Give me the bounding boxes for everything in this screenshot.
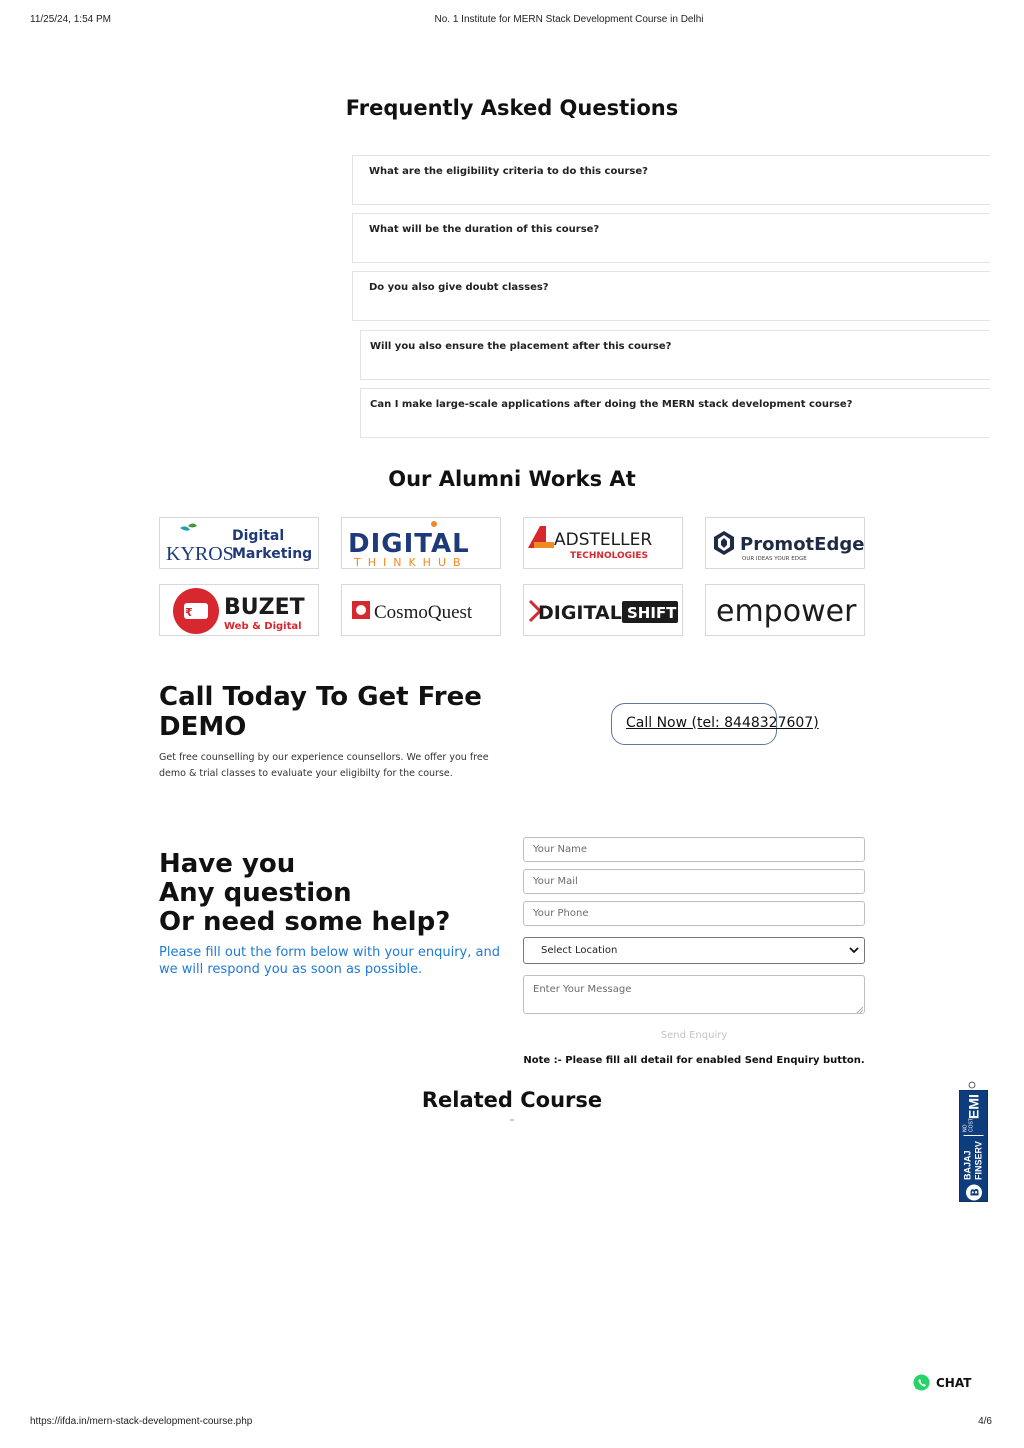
digital-thinkhub-logo [341,517,501,569]
faq-question: What are the eligibility criteria to do this course? [369,166,648,177]
emi-brand1: BAJAJ [962,1150,973,1180]
faq-item[interactable] [360,388,990,438]
location-selected-value: Select Location [541,945,618,956]
info-icon[interactable] [968,1081,976,1089]
chat-label: CHAT [936,1376,972,1390]
thinkhub-line2: THINKHUB [354,556,468,569]
emi-label: EMI [965,1094,982,1119]
print-url: https://ifda.in/mern-stack-development-course.php [30,1416,253,1427]
kyros-logo [159,517,319,569]
bajaj-logo-icon [966,1184,983,1201]
promotedge-logo [705,517,865,569]
cosmoquest-line1: CosmoQuest [374,602,473,623]
related-course-title: Related Course [421,1088,603,1112]
help-subtitle: Please fill out the form below with your enquiry, and we will respond you as soon as possible. [159,945,500,977]
help-title-line1: Have you [159,849,296,879]
promotedge-line2: OUR IDEAS YOUR EDGE [742,556,807,562]
faq-title: Frequently Asked Questions [345,96,679,120]
faq-item[interactable] [352,155,990,205]
adsteller-logo [523,517,683,569]
resize-grip-icon[interactable] [856,1006,863,1013]
faq-item[interactable] [352,213,990,263]
thinkhub-line1: DIGITAL [348,529,470,559]
buzet-logo [159,584,319,636]
digital-shift-line1: DIGITAL [538,602,622,624]
help-title [159,850,489,937]
print-page-number: 4/6 [978,1416,992,1427]
message-textarea[interactable] [523,975,865,1014]
kyros-line2: Marketing [232,546,313,562]
digital-shift-logo [523,584,683,636]
adsteller-line1: ADSTELLER [554,530,653,550]
call-now-link[interactable]: Call Now (tel: 8448327607) [626,715,819,731]
demo-title: Call Today To Get Free DEMO [159,682,482,742]
mail-input[interactable] [523,869,865,894]
print-footer [0,1416,1024,1436]
name-input[interactable] [523,837,865,862]
promotedge-line1: PromotEdge [740,534,865,555]
faq-question: Will you also ensure the placement after this course? [370,341,672,352]
buzet-line2: Web & Digital [224,621,302,632]
bajaj-emi-badge[interactable] [959,1090,988,1202]
buzet-line1: BUZET [224,595,305,620]
faq-question: Do you also give doubt classes? [369,282,549,293]
emi-brand2: FINSERV [973,1141,984,1180]
alumni-title: Our Alumni Works At [388,467,636,491]
digital-shift-line2: SHIFT [627,604,677,622]
faq-item[interactable] [360,330,990,380]
svg-text:B: B [968,1188,982,1197]
print-page-title: No. 1 Institute for MERN Stack Development Course in Delhi [434,14,704,25]
carousel-indicator [510,1119,514,1121]
help-title-line2: Any question [159,878,352,908]
faq-question: What will be the duration of this course? [369,224,600,235]
demo-text: Get free counselling by our experience counsellors. We offer you free demo & trial classes to evaluate your eligibilty for the course. [159,752,489,779]
emi-separator [964,1135,984,1136]
empower-logo [705,584,865,636]
cosmoquest-logo [341,584,501,636]
kyros-line1: Digital [232,528,285,544]
faq-question: Can I make large-scale applications after doing the MERN stack development course? [370,399,853,410]
chevron-down-icon [848,944,860,956]
form-note: Note :- Please fill all detail for enabled Send Enquiry button. [523,1055,865,1066]
empower-line1: empower [716,594,857,629]
print-header [0,14,1024,34]
help-title-line3: Or need some help? [159,907,451,937]
adsteller-line2: TECHNOLOGIES [570,551,649,561]
emi-tag: NO COST [962,1118,975,1132]
phone-input[interactable] [523,901,865,926]
chat-button[interactable] [913,1374,973,1392]
svg-text:₹: ₹ [185,606,193,619]
kyros-mark: KYROS [166,543,234,565]
print-datetime: 11/25/24, 1:54 PM [30,14,111,25]
whatsapp-icon [913,1374,930,1391]
send-enquiry-button[interactable]: Send Enquiry [660,1030,728,1041]
faq-item[interactable] [352,271,990,321]
location-select[interactable] [523,937,865,964]
